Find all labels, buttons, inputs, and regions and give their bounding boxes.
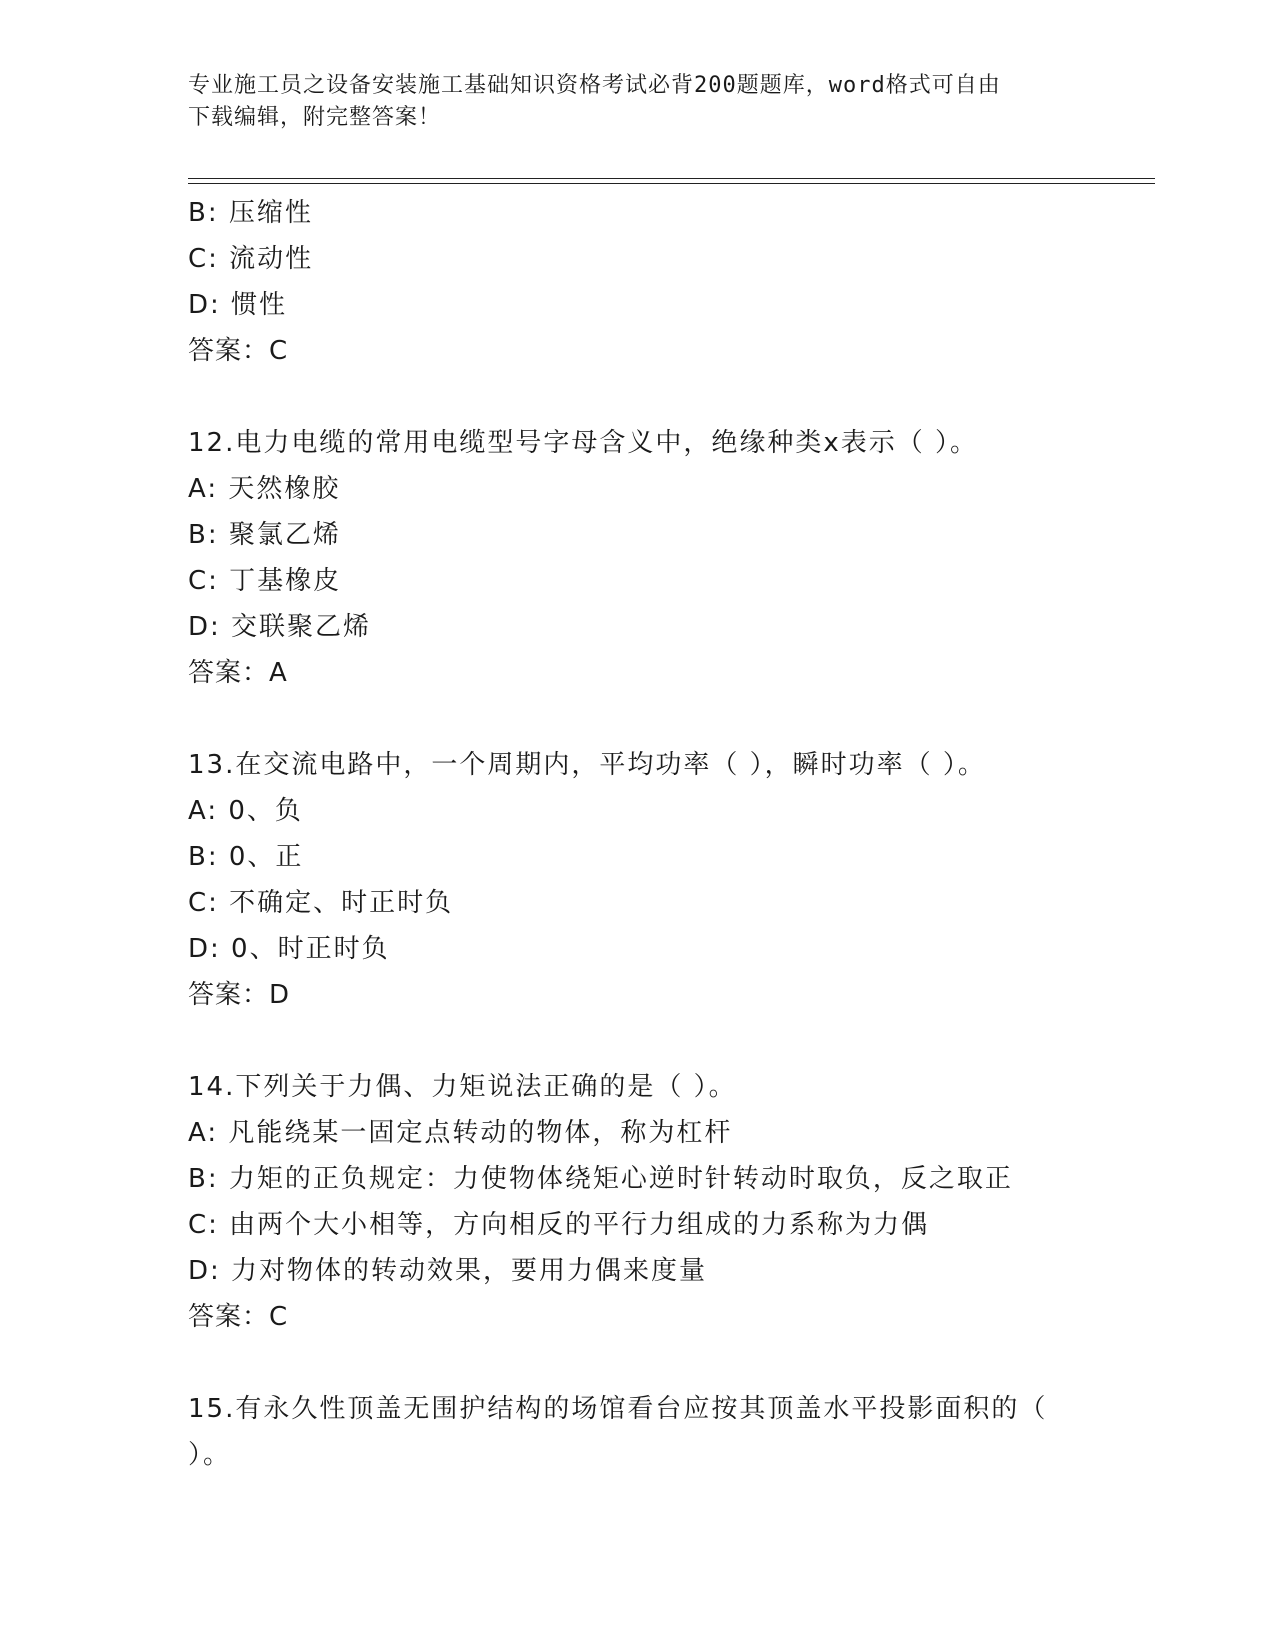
spacer [188,374,1148,420]
option-b: B: 0、正 [188,842,304,872]
option-c: C: 由两个大小相等，方向相反的平行力组成的力系称为力偶 [188,1210,930,1240]
document-header [188,70,1088,134]
question-text-line-1: 15.有永久性顶盖无围护结构的场馆看台应按其顶盖水平投影面积的（ [188,1394,1048,1424]
header-line-2: 下载编辑，附完整答案！ [188,105,442,130]
answer: 答案：C [188,1302,289,1332]
question-11 [188,190,1148,374]
option-c: C: 流动性 [188,244,314,274]
option-a: A: 0、负 [188,796,303,826]
answer: 答案：C [188,336,289,366]
spacer [188,1340,1148,1386]
header-divider [188,178,1155,184]
header-line-1: 专业施工员之设备安装施工基础知识资格考试必背200题题库，word格式可自由 [188,73,1001,98]
spacer [188,1018,1148,1064]
answer: 答案：D [188,980,291,1010]
option-a: A: 凡能绕某一固定点转动的物体，称为杠杆 [188,1118,733,1148]
option-d: D: 交联聚乙烯 [188,612,372,642]
spacer [188,696,1148,742]
question-text: 14.下列关于力偶、力矩说法正确的是（ ）。 [188,1072,737,1102]
question-13 [188,742,1148,1018]
option-d: D: 力对物体的转动效果，要用力偶来度量 [188,1256,708,1286]
option-b: B: 压缩性 [188,198,313,228]
option-a: A: 天然橡胶 [188,474,341,504]
question-15 [188,1386,1148,1478]
answer: 答案：A [188,658,288,688]
question-12 [188,420,1148,696]
question-text: 13.在交流电路中，一个周期内，平均功率（ ），瞬时功率（ ）。 [188,750,986,780]
option-d: D: 0、时正时负 [188,934,390,964]
option-b: B: 聚氯乙烯 [188,520,341,550]
question-text-line-2: ）。 [188,1440,232,1470]
option-d: D: 惯性 [188,290,288,320]
option-c: C: 丁基橡皮 [188,566,342,596]
option-c: C: 不确定、时正时负 [188,888,454,918]
question-list [188,190,1148,1478]
question-14 [188,1064,1148,1340]
question-text: 12.电力电缆的常用电缆型号字母含义中，绝缘种类x表示（ ）。 [188,428,979,458]
option-b: B: 力矩的正负规定：力使物体绕矩心逆时针转动时取负，反之取正 [188,1164,1013,1194]
